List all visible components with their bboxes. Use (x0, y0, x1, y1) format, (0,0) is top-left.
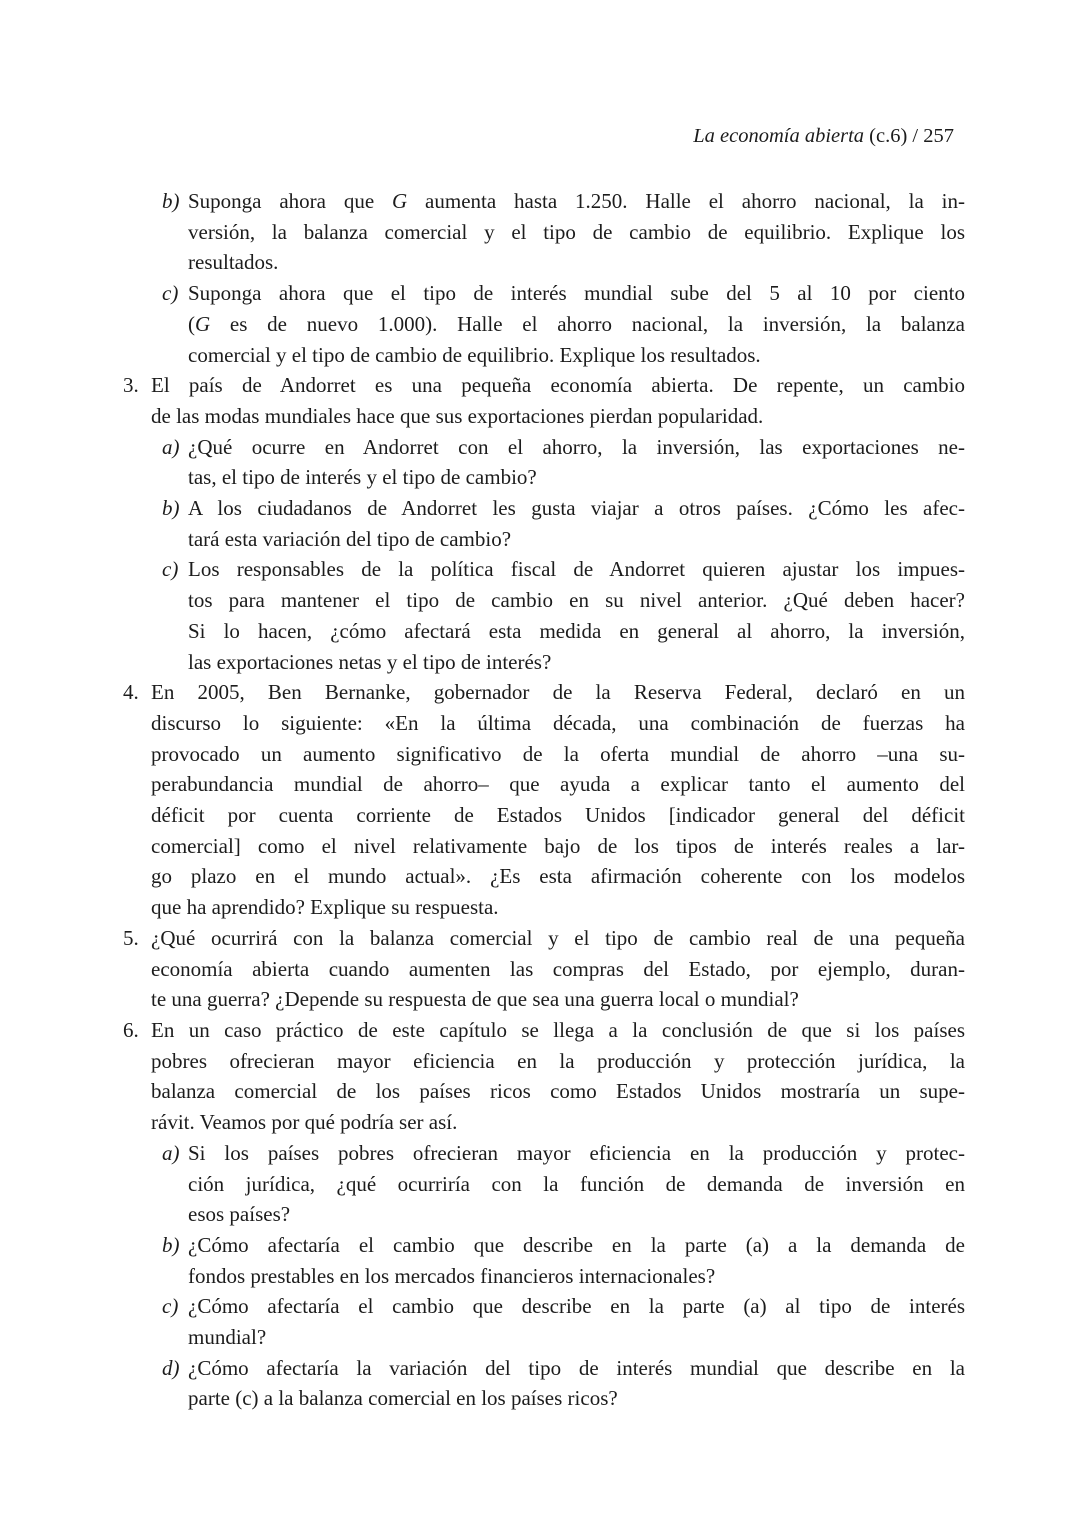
problem-number: 4. (123, 680, 139, 705)
subitem-marker: b) (162, 189, 180, 213)
text-line: parte (c) a la balanza comercial en los países ricos? (188, 1386, 618, 1411)
text-line: El país de Andorret es una pequeña economía abierta. De repente, un cambio (151, 373, 965, 398)
problem-subitem (151, 186, 965, 278)
problem-item (123, 186, 965, 370)
subitem-marker: b) (162, 496, 180, 521)
subitem-marker: c) (162, 281, 179, 306)
subitem-marker: a) (162, 434, 180, 459)
subitem-marker: b) (162, 1232, 180, 1257)
text-line: En 2005, Ben Bernanke, gobernador de la Reserva Federal, declaró en un (151, 680, 965, 705)
text-line: resultados. (188, 250, 279, 275)
text-line: ¿Cómo afectaría el cambio que describe en la parte (a) al tipo de interés (188, 1294, 965, 1319)
text-line: Si los países pobres ofrecieran mayor eficiencia en la producción y protec- (188, 1140, 965, 1165)
text-line: go plazo en el mundo actual». ¿Es esta afirmación coherente con los modelos (151, 864, 965, 889)
problem-body (151, 1015, 965, 1414)
problem-body (151, 370, 965, 677)
text-line: comercial] como el nivel relativamente bajo de los tipos de interés reales a lar- (151, 833, 965, 858)
text-line: fondos prestables en los mercados financieros internacionales? (188, 1263, 716, 1288)
subitem-marker: d) (162, 1355, 180, 1380)
problem-subitem (151, 1138, 965, 1230)
problem-subitem (151, 1353, 965, 1414)
text-line: las exportaciones netas y el tipo de interés? (188, 649, 552, 674)
problem-subitem (151, 1291, 965, 1352)
running-head-chapter-title: La economía abierta (693, 125, 865, 147)
text-line: mundial? (188, 1325, 267, 1350)
text-line: En un caso práctico de este capítulo se llega a la conclusión de que si los países (151, 1017, 965, 1042)
text-line: ción jurídica, ¿qué ocurriría con la función de demanda de inversión en (188, 1171, 965, 1196)
text-line: versión, la balanza comercial y el tipo de cambio de equilibrio. Explique los (188, 219, 965, 244)
problem-item (123, 370, 965, 677)
problem-subitem (151, 278, 965, 370)
text-line: comercial y el tipo de cambio de equilibrio. Explique los resultados. (188, 342, 761, 367)
text-line: ¿Cómo afectaría la variación del tipo de interés mundial que describe en la (188, 1355, 965, 1380)
text-line: Suponga ahora que el tipo de interés mundial sube del 5 al 10 por ciento (188, 281, 965, 306)
subitem-marker: c) (162, 1294, 179, 1319)
text-line: Si lo hacen, ¿cómo afectará esta medida en general al ahorro, la inversión, (188, 618, 965, 643)
text-line: ¿Qué ocurre en Andorret con el ahorro, la inversión, las exportaciones ne- (188, 434, 965, 459)
text-line: ¿Qué ocurrirá con la balanza comercial y el tipo de cambio real de una pequeña (151, 925, 965, 950)
text-line: A los ciudadanos de Andorret les gusta viajar a otros países. ¿Cómo les afec- (188, 496, 965, 521)
text-line: de las modas mundiales hace que sus exportaciones pierdan popularidad. (151, 403, 764, 428)
problem-item (123, 923, 965, 1015)
subitem-marker: a) (162, 1140, 180, 1165)
problem-subitem (151, 554, 965, 677)
running-head (123, 122, 954, 150)
problem-number: 6. (123, 1017, 139, 1042)
running-head-page-number: (c.6) / 257 (864, 125, 954, 147)
text-line: tará esta variación del tipo de cambio? (188, 526, 512, 551)
text-line: balanza comercial de los países ricos como Estados Unidos mostraría un supe- (151, 1079, 965, 1104)
text-line: te una guerra? ¿Depende su respuesta de que sea una guerra local o mundial? (151, 987, 799, 1012)
problem-subitem (151, 432, 965, 493)
text-line: (G es de nuevo 1.000). Halle el ahorro nacional, la inversión, la balanza (188, 311, 965, 336)
problem-body (151, 923, 965, 1015)
problems-list (123, 186, 965, 1414)
text-line: rávit. Veamos por qué podría ser así. (151, 1110, 458, 1135)
text-line: ¿Cómo afectaría el cambio que describe en la parte (a) a la demanda de (188, 1232, 965, 1257)
text-line: Suponga ahora que G aumenta hasta 1.250. Halle el ahorro nacional, la in- (188, 189, 965, 213)
problem-number: 3. (123, 373, 139, 398)
problem-subitem (151, 493, 965, 554)
problem-body (151, 677, 965, 923)
subitem-marker: c) (162, 557, 179, 582)
text-line: discurso lo siguiente: «En la última década, una combinación de fuerzas ha (151, 710, 965, 735)
problem-item (123, 677, 965, 923)
text-line: perabundancia mundial de ahorro– que ayuda a explicar tanto el aumento del (151, 772, 965, 797)
text-line: economía abierta cuando aumenten las compras del Estado, por ejemplo, duran- (151, 956, 965, 981)
text-line: tos para mantener el tipo de cambio en su nivel anterior. ¿Qué deben hacer? (188, 588, 965, 613)
problem-number: 5. (123, 925, 139, 950)
text-line: déficit por cuenta corriente de Estados Unidos [indicador general del déficit (151, 803, 965, 828)
text-line: pobres ofrecieran mayor eficiencia en la producción y protección jurídica, la (151, 1048, 965, 1073)
problem-body (151, 186, 965, 370)
text-line: tas, el tipo de interés y el tipo de cambio? (188, 465, 537, 490)
problem-subitem (151, 1230, 965, 1291)
text-line: provocado un aumento significativo de la oferta mundial de ahorro –una su- (151, 741, 965, 766)
text-line: que ha aprendido? Explique su respuesta. (151, 895, 499, 920)
problem-item (123, 1015, 965, 1414)
text-line: esos países? (188, 1202, 291, 1227)
text-line: Los responsables de la política fiscal de Andorret quieren ajustar los impues- (188, 557, 965, 582)
